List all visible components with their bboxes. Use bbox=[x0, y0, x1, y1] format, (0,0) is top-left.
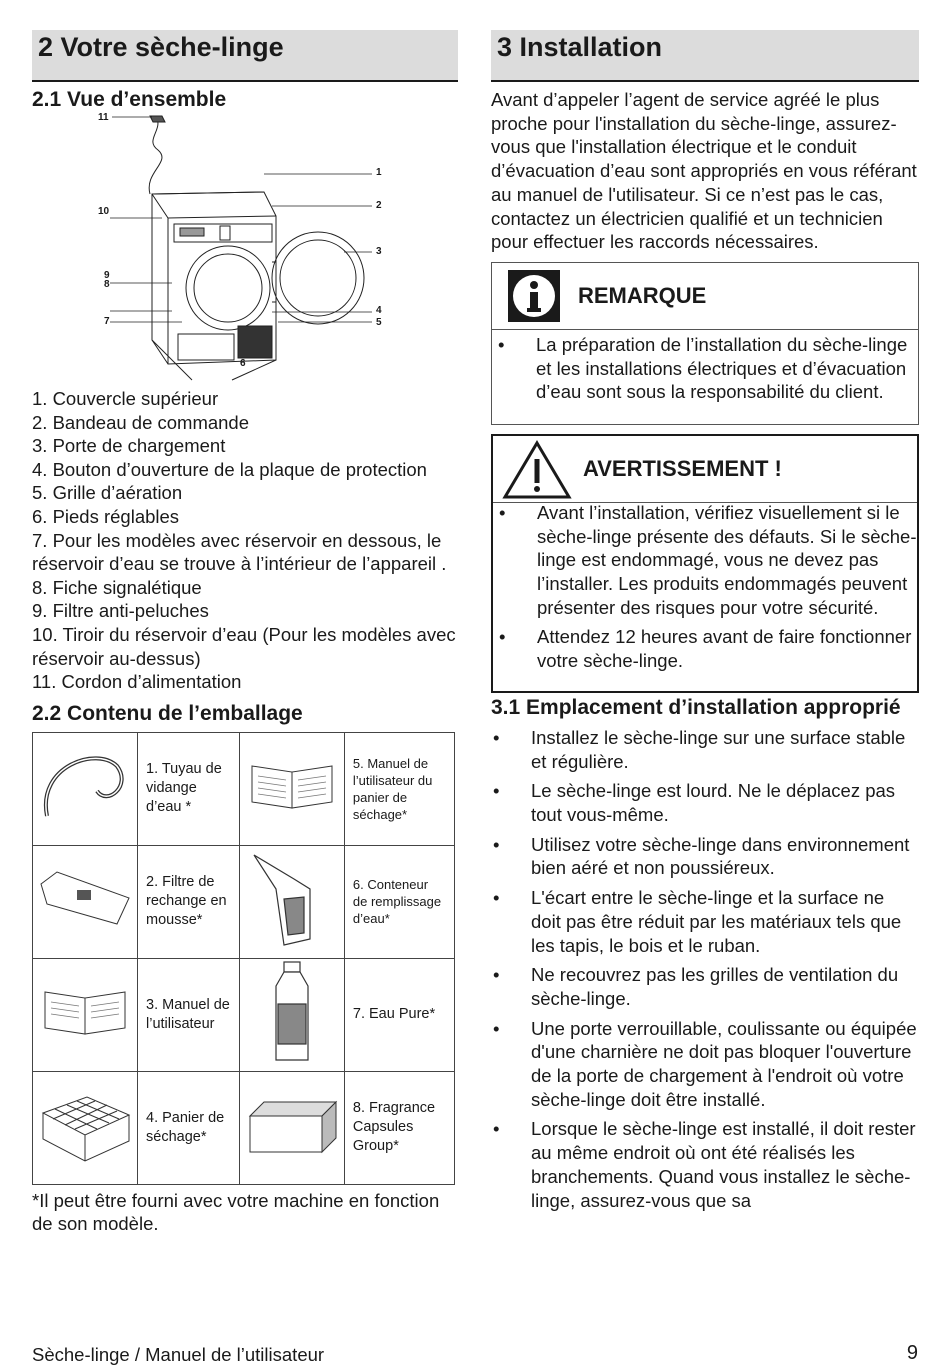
package-item-4: 4. Panier de séchage* bbox=[138, 1071, 240, 1184]
figure-label-4: 4 bbox=[376, 305, 382, 316]
figure-label-2: 2 bbox=[376, 200, 382, 211]
list-item bbox=[491, 779, 919, 826]
placement-item-text: Le sèche-linge est lourd. Ne le déplacez pas tout vous-même. bbox=[531, 780, 896, 826]
figure-label-8: 8 bbox=[104, 279, 110, 290]
note-header bbox=[492, 263, 918, 330]
bullet: • bbox=[493, 780, 500, 802]
list-item: 11. Cordon d’alimentation bbox=[32, 671, 242, 693]
list-item: 9. Filtre anti-peluches bbox=[32, 600, 209, 622]
bullet: • bbox=[499, 626, 506, 648]
list-item bbox=[491, 726, 919, 773]
list-item bbox=[491, 886, 919, 957]
list-item: 8. Fiche signalétique bbox=[32, 576, 202, 598]
list-item: 6. Pieds réglables bbox=[32, 505, 180, 527]
warning-triangle-icon bbox=[501, 439, 573, 499]
footer-title: Sèche-linge / Manuel de l’utilisateur bbox=[32, 1344, 325, 1365]
water-container-icon bbox=[239, 845, 344, 958]
package-table bbox=[32, 732, 455, 1185]
list-item: 2. Bandeau de commande bbox=[32, 411, 250, 433]
package-item-6: 6. Conteneur de remplissage d’eau* bbox=[344, 845, 454, 958]
figure-label-7: 7 bbox=[104, 316, 110, 327]
figure-label-11: 11 bbox=[98, 112, 109, 123]
package-title: 2.2 Contenu de l’emballage bbox=[32, 701, 303, 725]
right-column bbox=[491, 30, 919, 1218]
overview-title: 2.1 Vue d’ensemble bbox=[32, 88, 227, 111]
figure-label-6: 6 bbox=[240, 358, 246, 369]
list-item bbox=[493, 501, 917, 620]
manual-icon bbox=[33, 958, 138, 1071]
table-row bbox=[33, 1071, 455, 1184]
placement-title: 3.1 Emplacement d’installation approprié bbox=[491, 695, 901, 719]
list-item bbox=[491, 963, 919, 1010]
warning-box bbox=[491, 434, 919, 693]
drain-hose-icon bbox=[33, 732, 138, 845]
fragrance-box-icon bbox=[239, 1071, 344, 1184]
placement-list bbox=[491, 726, 919, 1212]
figure-label-1: 1 bbox=[376, 167, 382, 178]
package-item-8: 8. Fragrance Capsules Group* bbox=[344, 1071, 454, 1184]
figure-label-9: 9 bbox=[104, 270, 110, 281]
list-item: 7. Pour les modèles avec réservoir en dessous, le réservoir d’eau se trouve à l’intérieur de l’appareil . bbox=[32, 529, 447, 575]
left-column bbox=[32, 30, 458, 1236]
foam-filter-icon bbox=[33, 845, 138, 958]
drying-basket-icon bbox=[33, 1071, 138, 1184]
warning-item-text: Avant l’installation, vérifiez visuellement si le sèche-linge présente des défauts. Si le sèche-linge est endommagé, vous ne devez pas l’installer. Les produits endommagés peuvent présenter des risques pour votre sécurité. bbox=[537, 501, 917, 618]
table-row bbox=[33, 845, 455, 958]
list-item: 10. Tiroir du réservoir d’eau (Pour les modèles avec réservoir au-dessus) bbox=[32, 623, 456, 669]
list-item bbox=[492, 333, 918, 404]
warning-header bbox=[493, 436, 917, 503]
package-note: *Il peut être fourni avec votre machine en fonction de son modèle. bbox=[32, 1189, 440, 1235]
note-title: REMARQUE bbox=[578, 282, 707, 308]
figure-label-3: 3 bbox=[376, 246, 382, 257]
info-icon bbox=[508, 270, 560, 322]
package-item-3: 3. Manuel de l’utilisateur bbox=[138, 958, 240, 1071]
list-item: 4. Bouton d’ouverture de la plaque de protection bbox=[32, 458, 427, 480]
bullet: • bbox=[493, 1118, 500, 1140]
bullet: • bbox=[493, 833, 500, 855]
table-row bbox=[33, 732, 455, 845]
list-item bbox=[493, 625, 917, 672]
bullet: • bbox=[493, 887, 500, 909]
package-item-2: 2. Filtre de rechange en mousse* bbox=[138, 845, 240, 958]
section-title-installation: 3 Installation bbox=[491, 30, 919, 82]
list-item: 5. Grille d’aération bbox=[32, 482, 183, 504]
warning-item-text: Attendez 12 heures avant de faire fonctionner votre sèche-linge. bbox=[537, 626, 912, 672]
list-item bbox=[491, 1117, 919, 1212]
bullet: • bbox=[498, 333, 505, 355]
figure-label-10: 10 bbox=[98, 206, 110, 217]
parts-list bbox=[32, 387, 458, 694]
placement-item-text: Une porte verrouillable, coulissante ou équipée d'une charnière ne doit pas bloquer l'ouverture de la porte de chargement à l'endroit où votre sèche-linge doit être installé. bbox=[531, 1017, 917, 1110]
bullet: • bbox=[499, 501, 506, 523]
list-item bbox=[491, 1017, 919, 1112]
placement-item-text: L'écart entre le sèche-linge et la surface ne doit pas être réduit par les matériaux tels que les tapis, le bois et le ruban. bbox=[531, 887, 902, 956]
bullet: • bbox=[493, 726, 500, 748]
list-item bbox=[491, 833, 919, 880]
placement-item-text: Installez le sèche-linge sur une surface stable et régulière. bbox=[531, 726, 906, 772]
bullet: • bbox=[493, 964, 500, 986]
package-item-1: 1. Tuyau de vidange d’eau * bbox=[138, 732, 240, 845]
bullet: • bbox=[493, 1017, 500, 1039]
manual-icon bbox=[239, 732, 344, 845]
dryer-illustration bbox=[32, 112, 458, 387]
list-item: 3. Porte de chargement bbox=[32, 435, 226, 457]
page-number: 9 bbox=[906, 1342, 918, 1364]
section-title-dryer: 2 Votre sèche-linge bbox=[32, 30, 458, 82]
note-box bbox=[491, 262, 919, 425]
package-item-5: 5. Manuel de l’utilisateur du panier de séchage* bbox=[344, 732, 454, 845]
note-item-text: La préparation de l’installation du sèche-linge et les installations électriques et d’évacuation d’eau sont sous la responsabilité du client. bbox=[536, 333, 908, 403]
warning-title: AVERTISSEMENT ! bbox=[583, 455, 782, 481]
table-row bbox=[33, 958, 455, 1071]
list-item: 1. Couvercle supérieur bbox=[32, 388, 219, 409]
placement-item-text: Lorsque le sèche-linge est installé, il doit rester au même endroit où ont été réalisés les branchements. Quand vous installez le sèche-linge, assurez-vous que sa bbox=[531, 1118, 916, 1211]
placement-item-text: Ne recouvrez pas les grilles de ventilation du sèche-linge. bbox=[531, 964, 899, 1009]
pure-water-bottle-icon bbox=[239, 958, 344, 1071]
package-item-7: 7. Eau Pure* bbox=[344, 958, 454, 1071]
installation-intro: Avant d’appeler l’agent de service agréé le plus proche pour l'installation du sèche-linge, assurez-vous que l'installation électrique et le conduit d’évacuation d’eau sont appropriés en vous référant au manuel de l'utilisateur. Si ce n’est pas le cas, contactez un électricien qualifié et un technicien pour effectuer les raccords nécessaires. bbox=[491, 89, 917, 253]
placement-item-text: Utilisez votre sèche-linge dans environnement bien aéré et non poussiéreux. bbox=[531, 833, 910, 879]
figure-label-5: 5 bbox=[376, 317, 382, 328]
